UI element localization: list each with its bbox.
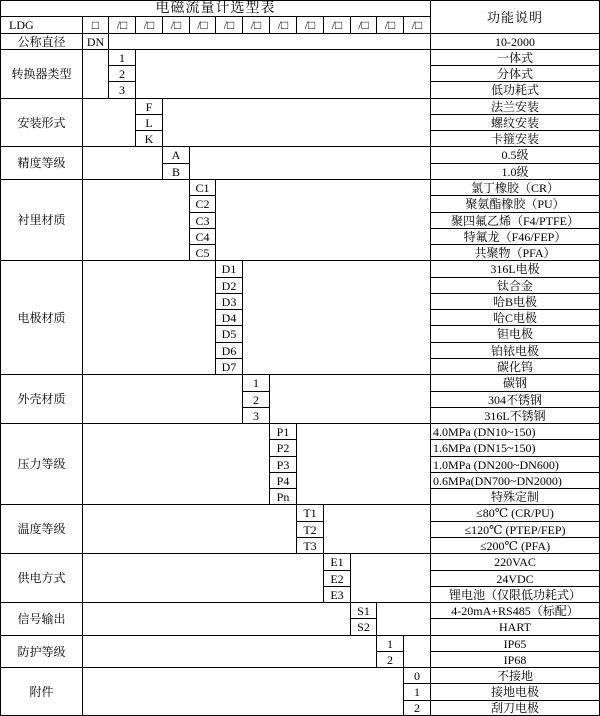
category-label: 压力等级: [0, 423, 83, 505]
option-description: 锂电池（仅限低功耗式）: [430, 586, 600, 603]
model-code-slot: /□: [215, 16, 243, 34]
option-description: 1.0MPa (DN200~DN600): [430, 456, 600, 473]
option-code: D6: [215, 342, 243, 359]
option-code: E1: [323, 553, 351, 571]
filler-cell: [82, 423, 270, 505]
option-code: C4: [189, 228, 216, 245]
filler-cell: [350, 553, 431, 603]
option-description: 铂铱电极: [430, 342, 600, 359]
option-code: S2: [350, 618, 377, 636]
option-description: 10-2000: [430, 33, 600, 50]
category-label: 温度等级: [0, 504, 83, 554]
option-description: IP65: [430, 635, 600, 652]
option-description: ≤120℃ (PTEP/FEP): [430, 521, 600, 538]
option-description: 分体式: [430, 65, 600, 82]
option-code: K: [135, 130, 163, 147]
option-code: 0: [403, 667, 431, 684]
option-description: 特氟龙（F46/FEP）: [430, 228, 600, 245]
option-description: 1.6MPa (DN15~150): [430, 439, 600, 457]
filler-cell: [82, 602, 351, 636]
option-code: 1: [108, 49, 136, 66]
filler-cell: [82, 374, 243, 424]
option-description: 聚四氟乙烯（F4/PTFE）: [430, 212, 600, 229]
option-description: 哈C电极: [430, 309, 600, 326]
filler-cell: [269, 374, 431, 424]
filler-cell: [108, 33, 431, 50]
filler-cell: [82, 504, 297, 554]
option-description: 一体式: [430, 49, 600, 66]
option-description: 316L电极: [430, 260, 600, 278]
option-description: 不接地: [430, 667, 600, 684]
option-code: C1: [189, 179, 216, 196]
option-description: 钽电极: [430, 325, 600, 343]
filler-cell: [82, 49, 109, 99]
option-code: P3: [269, 456, 297, 473]
filler-cell: [242, 260, 431, 375]
option-code: 2: [108, 65, 136, 82]
filler-cell: [323, 504, 431, 554]
category-label: 安装形式: [0, 98, 83, 147]
option-description: 特殊定制: [430, 488, 600, 505]
option-code: D5: [215, 325, 243, 343]
option-code: D2: [215, 277, 243, 294]
option-code: C2: [189, 195, 216, 213]
option-description: 氯丁橡胶（CR）: [430, 179, 600, 196]
filler-cell: [82, 98, 136, 147]
option-description: 4-20mA+RS485（标配）: [430, 602, 600, 619]
option-description: 0.5级: [430, 146, 600, 164]
option-code: 2: [403, 700, 431, 716]
option-code: D3: [215, 293, 243, 310]
option-description: ≤200℃ (PFA): [430, 537, 600, 554]
filler-cell: [82, 667, 404, 716]
option-code: E3: [323, 586, 351, 603]
category-label: 信号输出: [0, 602, 83, 636]
function-column-header: 功能说明: [430, 0, 600, 34]
option-code: E2: [323, 570, 351, 587]
option-code: 2: [242, 391, 270, 408]
option-code: Pn: [269, 488, 297, 505]
model-code-slot: /□: [350, 16, 377, 34]
option-description: 304不锈钢: [430, 391, 600, 408]
option-description: 卡箍安装: [430, 130, 600, 147]
option-code: 3: [108, 81, 136, 99]
option-description: ≤80℃ (CR/PU): [430, 504, 600, 522]
table-title: 电磁流量计选型表: [0, 0, 431, 17]
option-code: T2: [296, 521, 324, 538]
filler-cell: [189, 146, 431, 180]
option-code: D1: [215, 260, 243, 278]
option-description: 法兰安装: [430, 98, 600, 115]
option-description: HART: [430, 618, 600, 636]
option-description: 碳化钨: [430, 358, 600, 375]
option-code: T1: [296, 504, 324, 522]
option-description: 0.6MPa(DN700~DN2000): [430, 472, 600, 489]
option-code: A: [162, 146, 190, 164]
option-code: P4: [269, 472, 297, 489]
category-label: 防护等级: [0, 635, 83, 668]
model-code-slot: /□: [323, 16, 351, 34]
option-code: B: [162, 163, 190, 180]
option-description: 刮刀电极: [430, 700, 600, 716]
category-label: 电极材质: [0, 260, 83, 375]
filler-cell: [215, 179, 431, 261]
option-code: 1: [242, 374, 270, 392]
option-description: 共聚物（PFA）: [430, 244, 600, 261]
option-code: C5: [189, 244, 216, 261]
option-description: 低功耗式: [430, 81, 600, 99]
option-code: 1: [403, 683, 431, 701]
filler-cell: [82, 635, 377, 668]
model-code-slot: /□: [108, 16, 136, 34]
option-description: IP68: [430, 651, 600, 668]
filler-cell: [162, 98, 431, 147]
model-code-slot: /□: [162, 16, 190, 34]
option-code: DN: [82, 33, 109, 50]
model-code-slot: /□: [242, 16, 270, 34]
model-code-slot: /□: [135, 16, 163, 34]
category-label: 公称直径: [0, 33, 83, 50]
option-description: 碳钢: [430, 374, 600, 392]
category-label: 外壳材质: [0, 374, 83, 424]
option-code: C3: [189, 212, 216, 229]
filler-cell: [296, 423, 431, 505]
filler-cell: [376, 602, 431, 636]
category-label: 供电方式: [0, 553, 83, 603]
filler-cell: [82, 260, 216, 375]
filler-cell: [135, 49, 431, 99]
option-code: L: [135, 114, 163, 131]
option-description: 接地电极: [430, 683, 600, 701]
option-code: P1: [269, 423, 297, 440]
model-code-slot: /□: [189, 16, 216, 34]
category-label: 衬里材质: [0, 179, 83, 261]
model-prefix: LDG: [0, 16, 83, 34]
option-description: 哈B电极: [430, 293, 600, 310]
model-code-slot: /□: [376, 16, 404, 34]
option-code: T3: [296, 537, 324, 554]
option-description: 螺纹安装: [430, 114, 600, 131]
category-label: 转换器类型: [0, 49, 83, 99]
option-code: 1: [376, 635, 404, 652]
model-code-slot: /□: [296, 16, 324, 34]
option-code: D4: [215, 309, 243, 326]
option-description: 24VDC: [430, 570, 600, 587]
model-code-box: □: [82, 16, 109, 34]
filler-cell: [403, 635, 431, 668]
option-code: F: [135, 98, 163, 115]
filler-cell: [82, 553, 324, 603]
model-code-slot: /□: [403, 16, 431, 34]
option-code: 2: [376, 651, 404, 668]
option-code: D7: [215, 358, 243, 375]
option-description: 220VAC: [430, 553, 600, 571]
category-label: 附件: [0, 667, 83, 716]
option-description: 1.0级: [430, 163, 600, 180]
filler-cell: [82, 179, 190, 261]
option-code: 3: [242, 407, 270, 424]
option-description: 钛合金: [430, 277, 600, 294]
option-description: 316L不锈钢: [430, 407, 600, 424]
filler-cell: [82, 146, 163, 180]
option-description: 聚氨酯橡胶（PU）: [430, 195, 600, 213]
option-code: S1: [350, 602, 377, 619]
category-label: 精度等级: [0, 146, 83, 180]
option-code: P2: [269, 439, 297, 457]
option-description: 4.0MPa (DN10~150): [430, 423, 600, 440]
model-code-slot: /□: [269, 16, 297, 34]
